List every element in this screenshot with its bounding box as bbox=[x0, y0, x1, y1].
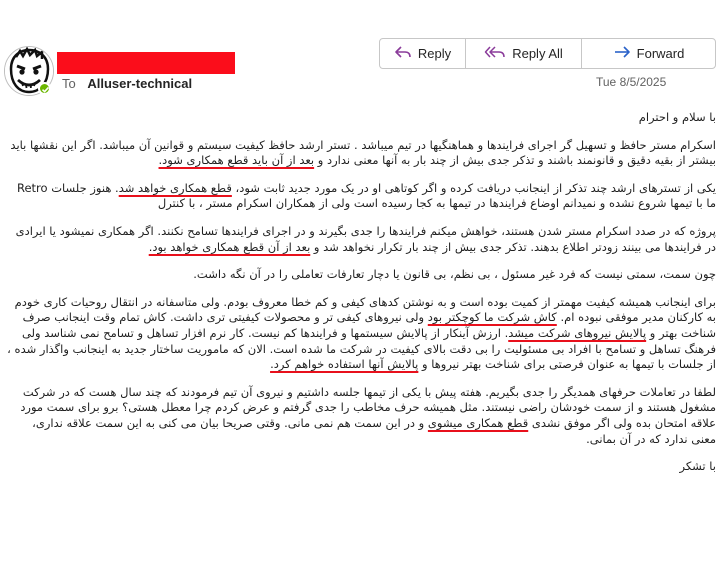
highlighted-phrase: بعد از آن باید قطع همکاری شود. bbox=[158, 153, 315, 168]
forward-button[interactable] bbox=[582, 39, 715, 68]
paragraph-3 bbox=[4, 224, 716, 255]
paragraph-1 bbox=[4, 138, 716, 169]
paragraph-5 bbox=[4, 295, 716, 373]
highlighted-phrase: پالایش آنها استفاده خواهم کرد. bbox=[270, 357, 419, 372]
paragraph-4: چون سمت، سمتی نیست که فرد غیر مسئول ، بی نظم، بی قانون یا دچار تعارفات تعاملی را در آن نگه داشت. bbox=[193, 267, 716, 282]
text: . هنوز جلسات Retro ما با تیمها شروع نشده و نمیدانم اوضاع فرایندها در تیمها به کجا رسیده است ولی از همکاران اسکرام مستر ، با کنترل bbox=[16, 180, 716, 211]
forward-label: Forward bbox=[636, 46, 685, 61]
text: پروژه که در صدد اسکرام مستر شدن هستند، خواهش میکنم فرایندها را جدی بگیرند و در اجرای فرایندها تسامح نکنند. اگر همکاری نمیشود یا ایرادی در فرایندها می بینند زودتر اطلاع بدهند. تذکر جدی بیش از چند بار تکرار نخواهد شد و bbox=[15, 223, 716, 254]
reply-label: Reply bbox=[417, 46, 452, 61]
highlighted-phrase: قطع همکاری میشوی bbox=[427, 415, 529, 430]
presence-status-icon bbox=[38, 82, 51, 95]
text: لطفا در تعاملات حرفهای همدیگر را جدی بگیریم. هفته پیش با یکی از تیمها جلسه داشتیم و نیروی آن تیم فرمودند که چند سال هست که در شرکت مشغول هستند و از سمت خودشان راضی نیستند. مثل همیشه حرف مخاطب را جدی گرفتم و عرض کردم چرا معطل هستی؟ برو برای سمت مورد علاقه امتحان بده ولی اگر موفق نشدی bbox=[20, 384, 716, 430]
paragraph-6 bbox=[4, 385, 716, 447]
text: یکی از تسترهای ارشد چند تذکر از اینجانب دریافت کرده و اگر کوتاهی او در یک مورد جدید ثابت شود، bbox=[231, 180, 716, 195]
reply-all-label: Reply All bbox=[512, 46, 563, 61]
reply-arrow-icon bbox=[394, 44, 412, 63]
paragraph-2 bbox=[4, 181, 716, 212]
message-actions-toolbar bbox=[379, 38, 716, 69]
greeting: با سلام و احترام bbox=[638, 110, 716, 124]
to-label: To bbox=[62, 76, 76, 91]
forward-arrow-icon bbox=[613, 44, 631, 63]
message-timestamp: Tue 8/5/2025 bbox=[596, 75, 667, 89]
reply-button[interactable] bbox=[380, 39, 466, 68]
highlighted-phrase: کاش شرکت ما کوچکتر بود bbox=[427, 310, 557, 325]
recipient-line bbox=[62, 76, 192, 91]
highlighted-phrase: پالایش نیروهای شرکت میشد bbox=[508, 325, 647, 340]
text: اسکرام مستر حافظ و تسهیل گر اجرای فرایندها و هماهنگیها در تیم میباشد . تستر ارشد حافظ کیفیت سیستم و قوانین آن میباشد. اگر این نقشها باید بیشتر از بقیه دقیق و قانونمند باشند و تذکر جدی بیش از چند بار به آنها معنی ندارد و bbox=[10, 137, 716, 168]
text: و در این سمت هم نمی مانی. وقتی صریحا بیان می کنی به این سمت علاقه نداری، معنی ندارد که در آن بمانی. bbox=[32, 415, 716, 446]
recipient-name[interactable]: Alluser-technical bbox=[87, 76, 193, 91]
sender-name-redacted bbox=[57, 52, 235, 74]
text: ولی نیروهای کیفی تر و محصولات کیفیتی تری داشت. کاش تمام وقت اینجانب صرف شناخت بهتر و bbox=[22, 310, 716, 340]
reply-all-button[interactable] bbox=[466, 39, 582, 68]
closing: با تشکر bbox=[679, 459, 716, 474]
highlighted-phrase: قطع همکاری خواهد شد bbox=[118, 180, 232, 195]
text: . ارزش آینکار از پالایش سیستمها و فرایندها کم نیست. کار نرم افزار تساهل و تسامح نمی شناسد ولی فرهنگ تساهل و تسامح با افراد بی مسئولیت را بی دقت بالای کیفیت در شرکت ما شده است. الان که ماموریت ساختار جدید به اینجانب واگذار شده ، از جلسات با تیمها به عنوان فرصتی برای شناخت بهتر نیروها و bbox=[7, 325, 716, 372]
reply-all-icon bbox=[484, 44, 506, 63]
highlighted-phrase: بعد از آن قطع همکاری خواهد بود. bbox=[148, 239, 311, 254]
message-header bbox=[0, 0, 724, 104]
message-body bbox=[4, 110, 716, 487]
text: برای اینجانب همیشه کیفیت مهمتر از کمیت بوده است و به نوشتن کدهای کیفی و کم خطا معروف بودم. ولی متاسفانه در انتقال روحیات کاری خودم به کارکنان مدیر موفقی نبوده ام. bbox=[14, 294, 716, 325]
